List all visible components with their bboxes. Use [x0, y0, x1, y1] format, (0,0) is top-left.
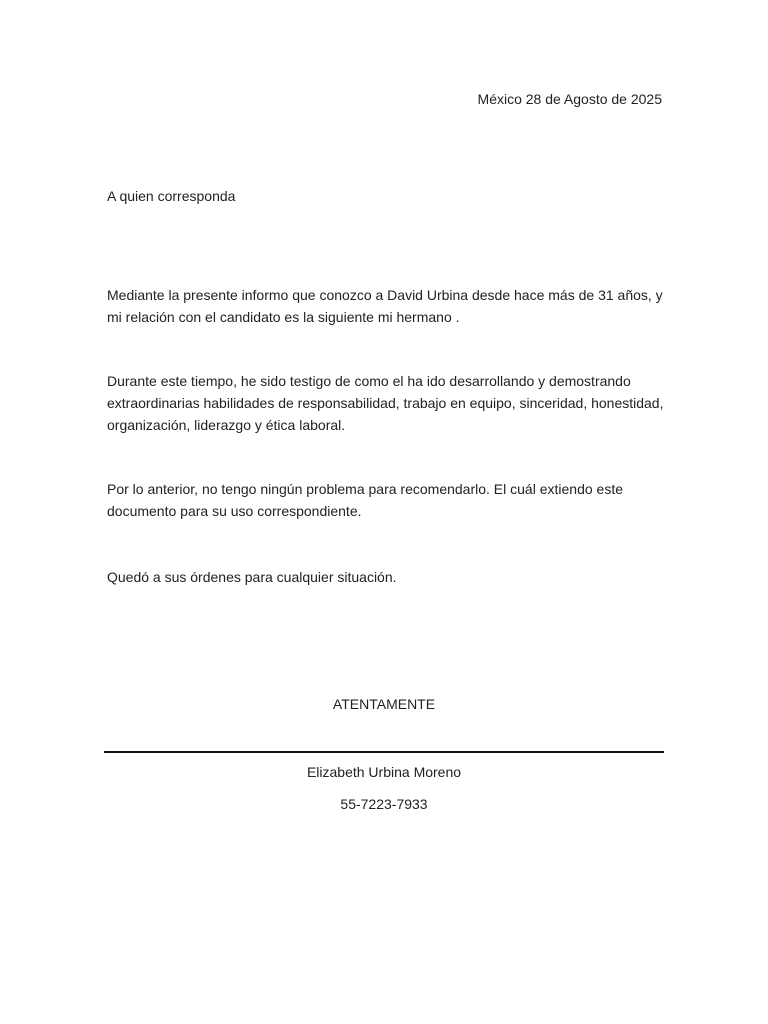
- closing: ATENTAMENTE: [332, 696, 436, 712]
- signer-phone: 55-7223-7933: [340, 796, 428, 812]
- paragraph-qualities: Durante este tiempo, he sido testigo de como el ha ido desarrollando y demostrando extraordinarias habilidades de responsabilidad, trabajo en equipo, sinceridad, honestidad, organización, liderazgo y ética laboral.: [107, 373, 664, 433]
- salutation: A quien corresponda: [107, 188, 236, 204]
- letter-date: México 28 de Agosto de 2025: [477, 91, 662, 107]
- paragraph-recommendation: Por lo anterior, no tengo ningún problema para recomendarlo. El cuál extiendo este documento para su uso correspondiente.: [107, 481, 623, 519]
- signer-name: Elizabeth Urbina Moreno: [306, 764, 462, 780]
- signature-line: [104, 751, 664, 753]
- paragraph-acquaintance: Mediante la presente informo que conozco a David Urbina desde hace más de 31 años, y mi relación con el candidato es la siguiente mi hermano .: [107, 287, 663, 325]
- paragraph-offer: Quedó a sus órdenes para cualquier situación.: [107, 569, 397, 585]
